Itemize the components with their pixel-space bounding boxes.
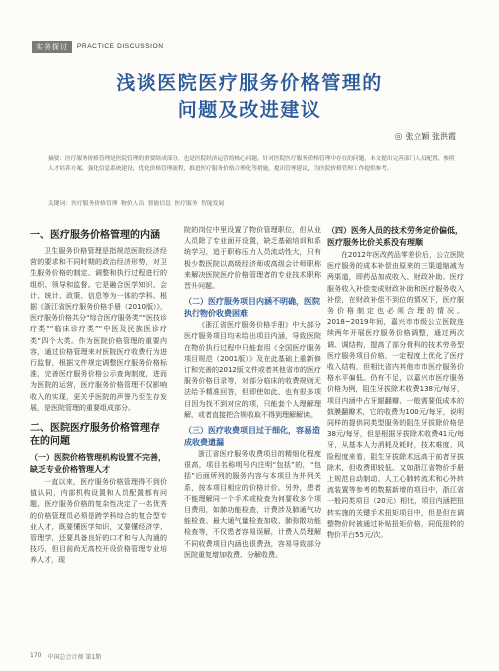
column-2	[184, 225, 321, 561]
paragraph: 卫生服务价格管理是指规范医院经济经营的要求和不同时期的政治经济形势，对卫生服务价格的制定、调整和执行过程进行的组织、领导和监督。它是融合医学知识、会计、统计、政策、信息等为一体的学科。根据《浙江省医疗服务价格手册（2010版）》，医疗服务价格共分“综合医疗服务类”“医技诊疗类”“临床诊疗类”“中医及民族医诊疗类”四个大类。作为医院价格管理的重要内容，通过价格管理来对医院医疗收费行为进行监督，根据文件规定调整医疗服务价格标准，完善医疗服务价格公示查询制度，进而为医院的运营，医疗服务价格管理不仅影响收入的实现，更关乎医院的声誉乃至生存发展，是医院管理的重要组成部分。	[30, 247, 167, 412]
article-title-line-2: 问题及改进建议	[177, 99, 322, 121]
author-icon: ◎	[394, 131, 403, 142]
section-heading: 一、医疗服务价格管理的内涵	[30, 230, 160, 241]
journal-name: 中国总会计师 第1期	[47, 654, 102, 661]
section-english-label: PRACTICE DISCUSSION	[77, 43, 164, 50]
page-number: 170	[30, 652, 42, 659]
subsection-heading: （四）医务人员的技术劳务定价偏低，医疗服务比价关系没有理顺	[327, 226, 463, 247]
section-heading: 二、医院医疗服务价格管理存在的问题	[30, 423, 160, 448]
page-footer	[30, 652, 101, 661]
subsection-heading: （一）医院价格管理机构设置不完善，缺乏专业价格管理人才	[30, 453, 166, 474]
column-3	[327, 225, 464, 541]
article-title-line-1: 浅谈医院医疗服务价格管理的	[116, 72, 383, 94]
section-tag: 实务探讨	[32, 41, 72, 53]
authors	[395, 131, 456, 142]
keywords: 关键词：医疗服务价格管理 物价人员 智能信息 医疗服务 智能发展	[48, 201, 225, 207]
subsection-heading: （二）医疗服务项目内涵不明确，医院执行物价收费困难	[184, 297, 320, 318]
paragraph: 院的岗位中里设置了物价管理职位，但从业人员除了专业面开设置，缺乏基础培训和系统学习，追于职称压力人员流动性大，只有极少数医院以高级经济师或高级会计师职称来解决医院医疗价格管理者的专业技术职称晋升问题。	[184, 226, 321, 291]
paragraph: 浙江省医疗服务收费项目的精细化程度很高，项目名称明号内注明“包括”的，“包括”后面所列的服务内容与本项目为并列关系，按本项目相应的价格计价。另外，患者不能理解同一个手术或检查为何要收多个项目费用，如肺功能检查，计费涉及肺通气功能检查、最大通气量检查加收、肺弥散功能检查等，不仅患者容易误解，计费人员理解不同收费项目内涵也很费劲，容易导致部分医院重复增加收费、分解收费。	[184, 450, 321, 559]
column-1	[30, 225, 167, 567]
paragraph: 一直以来，医疗服务价格管理得不到价值认同，内部机构设置和人员配置都有问题，医疗服务价格的复杂性决定了一名优秀的价格管理员必须是跨学科综合的复合型专业人才，既要懂医学知识，又要懂经济学、管理学，还要具备良好的口才和与人沟通的技巧，但目前尚无高校开设价格管理专业培养人才，现	[30, 478, 167, 565]
section-header	[32, 41, 164, 52]
abstract: 摘要：医疗服务价格管理是医院管理的重要组成部分，也是医院经济运营的核心问题。针对医院医疗服务价格管理中存在的问题，本文提出完善部门人员配置、参照人才培养方案，强化信息系统建设，优化价格管理流程，推进医疗服务价格合理化等措施，提出管理建议，为医院价格管理工作提供参考。	[48, 156, 455, 173]
paragraph: 《浙江省医疗服务价格手册》中大部分医疗服务项目均未给出项目内涵，导致医院在物价执行过程中只能套用《全国医疗服务项目规范（2001版）》及在此基础上重新修订和完善的2012版文件或者其他省市的医疗服务价格目录等，对部分临床的收费规则无法给予精准回答，但即使如此，也有很多项目因为找不到对应的项，只能套个人理解理解，或者直接把合规收取不得到理解解读。	[184, 321, 321, 419]
paragraph: 在2012年医改药品零差价后，公立医院医疗服务的成本补偿由原来的三渠道缩减为两渠道，即药品加成收入、财政补助、医疗服务收入补偿变成财政补助和医疗服务收入补偿，在财政补偿不到位的情况下，医疗服务价格制定也必须合理的情况。2018~2019年间，嘉兴市市级公立医院连续两年开展医疗服务价格调整，通过两次调、调结构，提高了部分骨科的技术劳务型医疗服务项目价格，一定程度上优化了医疗收入结构，但相比省内其他市市医疗服务价格水平偏低。仍有不足，以嘉兴市医疗服务价格为例，阻生牙拔除术收费138元/每牙，项目内涵中占牙龈翻瓣、一般需要低成本的鼓膜翻瓣术，它的收费为100元/每牙，说明同样的提供同类型服务的阻生牙拔除价格是38元/每牙，但是根据牙拔除术收费41元/每牙，从基本人力消耗及耗时，技术难度、风险程度来看，阻生牙拔除术远高于前者牙拔除术，但收费即较低。又如浙江省物价手册上规范自动制动、人工心肺转流术和心外转流装置等参考的数据新增的项目中，浙江省一般同类项目（20元）相比，项目内涵把扭转实施的关键手术扭矩项目中，但是但在调整物价时被通过补贴扭矩价格，同低扭转的物价平台55元/次。	[327, 251, 464, 540]
author-names: 张立颖 张洪霞	[405, 132, 456, 141]
subsection-heading: （三）医疗收费项目过于细化，容易造成收费遗漏	[184, 426, 320, 447]
